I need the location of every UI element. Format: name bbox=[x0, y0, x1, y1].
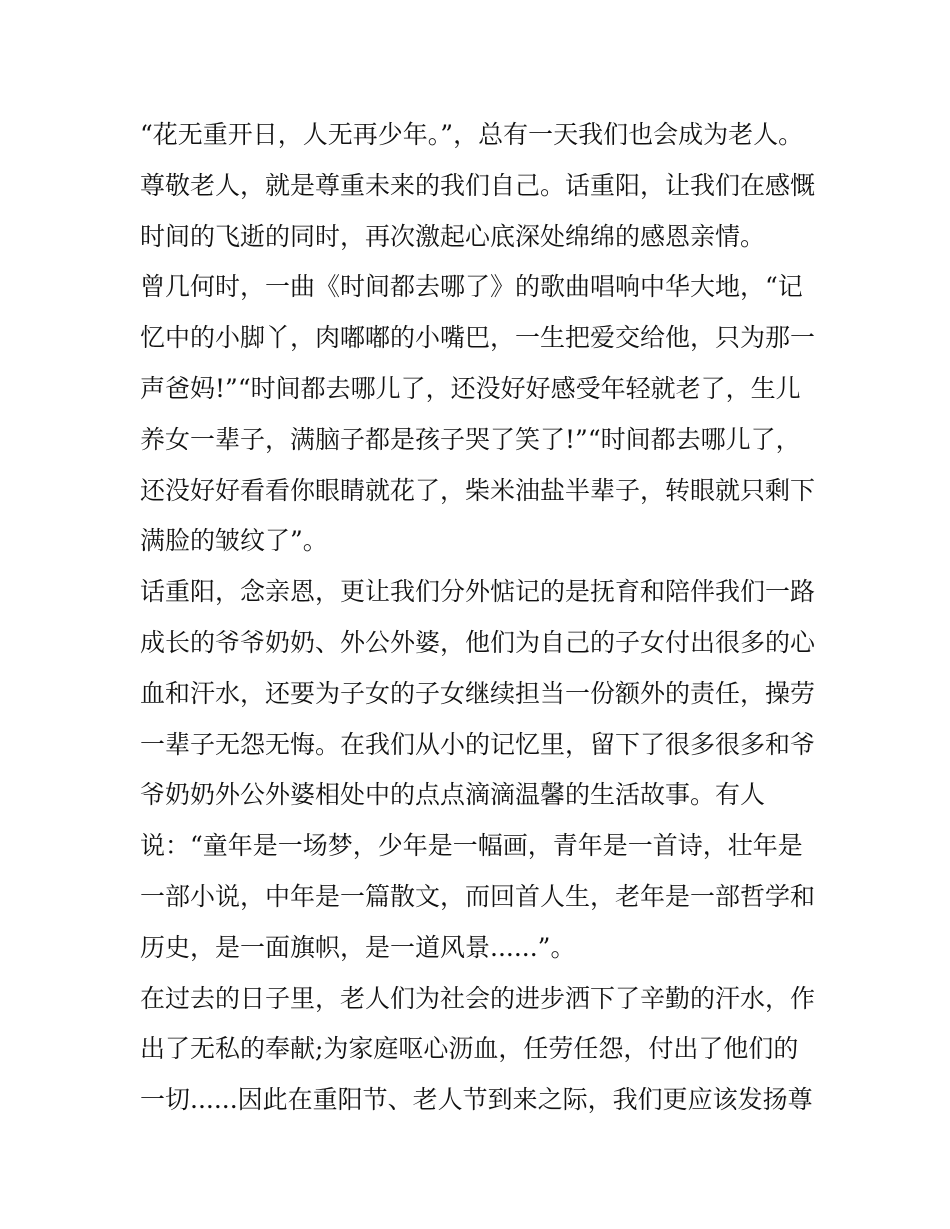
body-text bbox=[140, 110, 820, 1126]
text-line: 养女一辈子，满脑子都是孩子哭了笑了!”“时间都去哪儿了， bbox=[140, 424, 801, 454]
text-line: “花无重开日，人无再少年。”，总有一天我们也会成为老人。 bbox=[140, 120, 804, 149]
text-line: 一部小说，中年是一篇散文，而回首人生，老年是一部哲学和 bbox=[140, 881, 816, 911]
text-line: 说：“童年是一场梦，少年是一幅画，青年是一首诗，壮年是 bbox=[140, 831, 803, 861]
text-line: 尊敬老人，就是尊重未来的我们自己。话重阳，让我们在感慨 bbox=[140, 170, 816, 200]
text-line: 成长的爷爷奶奶、外公外婆，他们为自己的子女付出很多的心 bbox=[140, 627, 816, 657]
text-line: 爷奶奶外公外婆相处中的点点滴滴温馨的生活故事。有人 bbox=[140, 780, 766, 810]
text-line: 满脸的皱纹了”。 bbox=[140, 526, 328, 556]
text-line: 一切......因此在重阳节、老人节到来之际，我们更应该发扬尊 bbox=[140, 1085, 813, 1115]
text-line: 一辈子无怨无悔。在我们从小的记忆里，留下了很多很多和爷 bbox=[140, 729, 816, 759]
text-line: 在过去的日子里，老人们为社会的进步洒下了辛勤的汗水，作 bbox=[140, 983, 816, 1013]
text-line: 时间的飞逝的同时，再次激起心底深处绵绵的感恩亲情。 bbox=[140, 221, 766, 251]
text-line: 血和汗水，还要为子女的子女继续担当一份额外的责任，操劳 bbox=[140, 678, 816, 708]
text-line: 还没好好看看你眼睛就花了，柴米油盐半辈子，转眼就只剩下 bbox=[140, 475, 816, 505]
text-line: 出了无私的奉献;为家庭呕心沥血，任劳任怨，付出了他们的 bbox=[140, 1034, 799, 1064]
text-line: 话重阳，念亲恩，更让我们分外惦记的是抚育和陪伴我们一路 bbox=[140, 577, 816, 607]
text-line: 忆中的小脚丫，肉嘟嘟的小嘴巴，一生把爱交给他，只为那一 bbox=[140, 323, 816, 353]
text-line: 曾几何时，一曲《时间都去哪了》的歌曲唱响中华大地，“记 bbox=[140, 272, 803, 302]
text-line: 声爸妈!”“时间都去哪儿了，还没好好感受年轻就老了，生儿 bbox=[140, 373, 801, 403]
text-line: 历史，是一面旗帜，是一道风景......”。 bbox=[140, 932, 576, 962]
